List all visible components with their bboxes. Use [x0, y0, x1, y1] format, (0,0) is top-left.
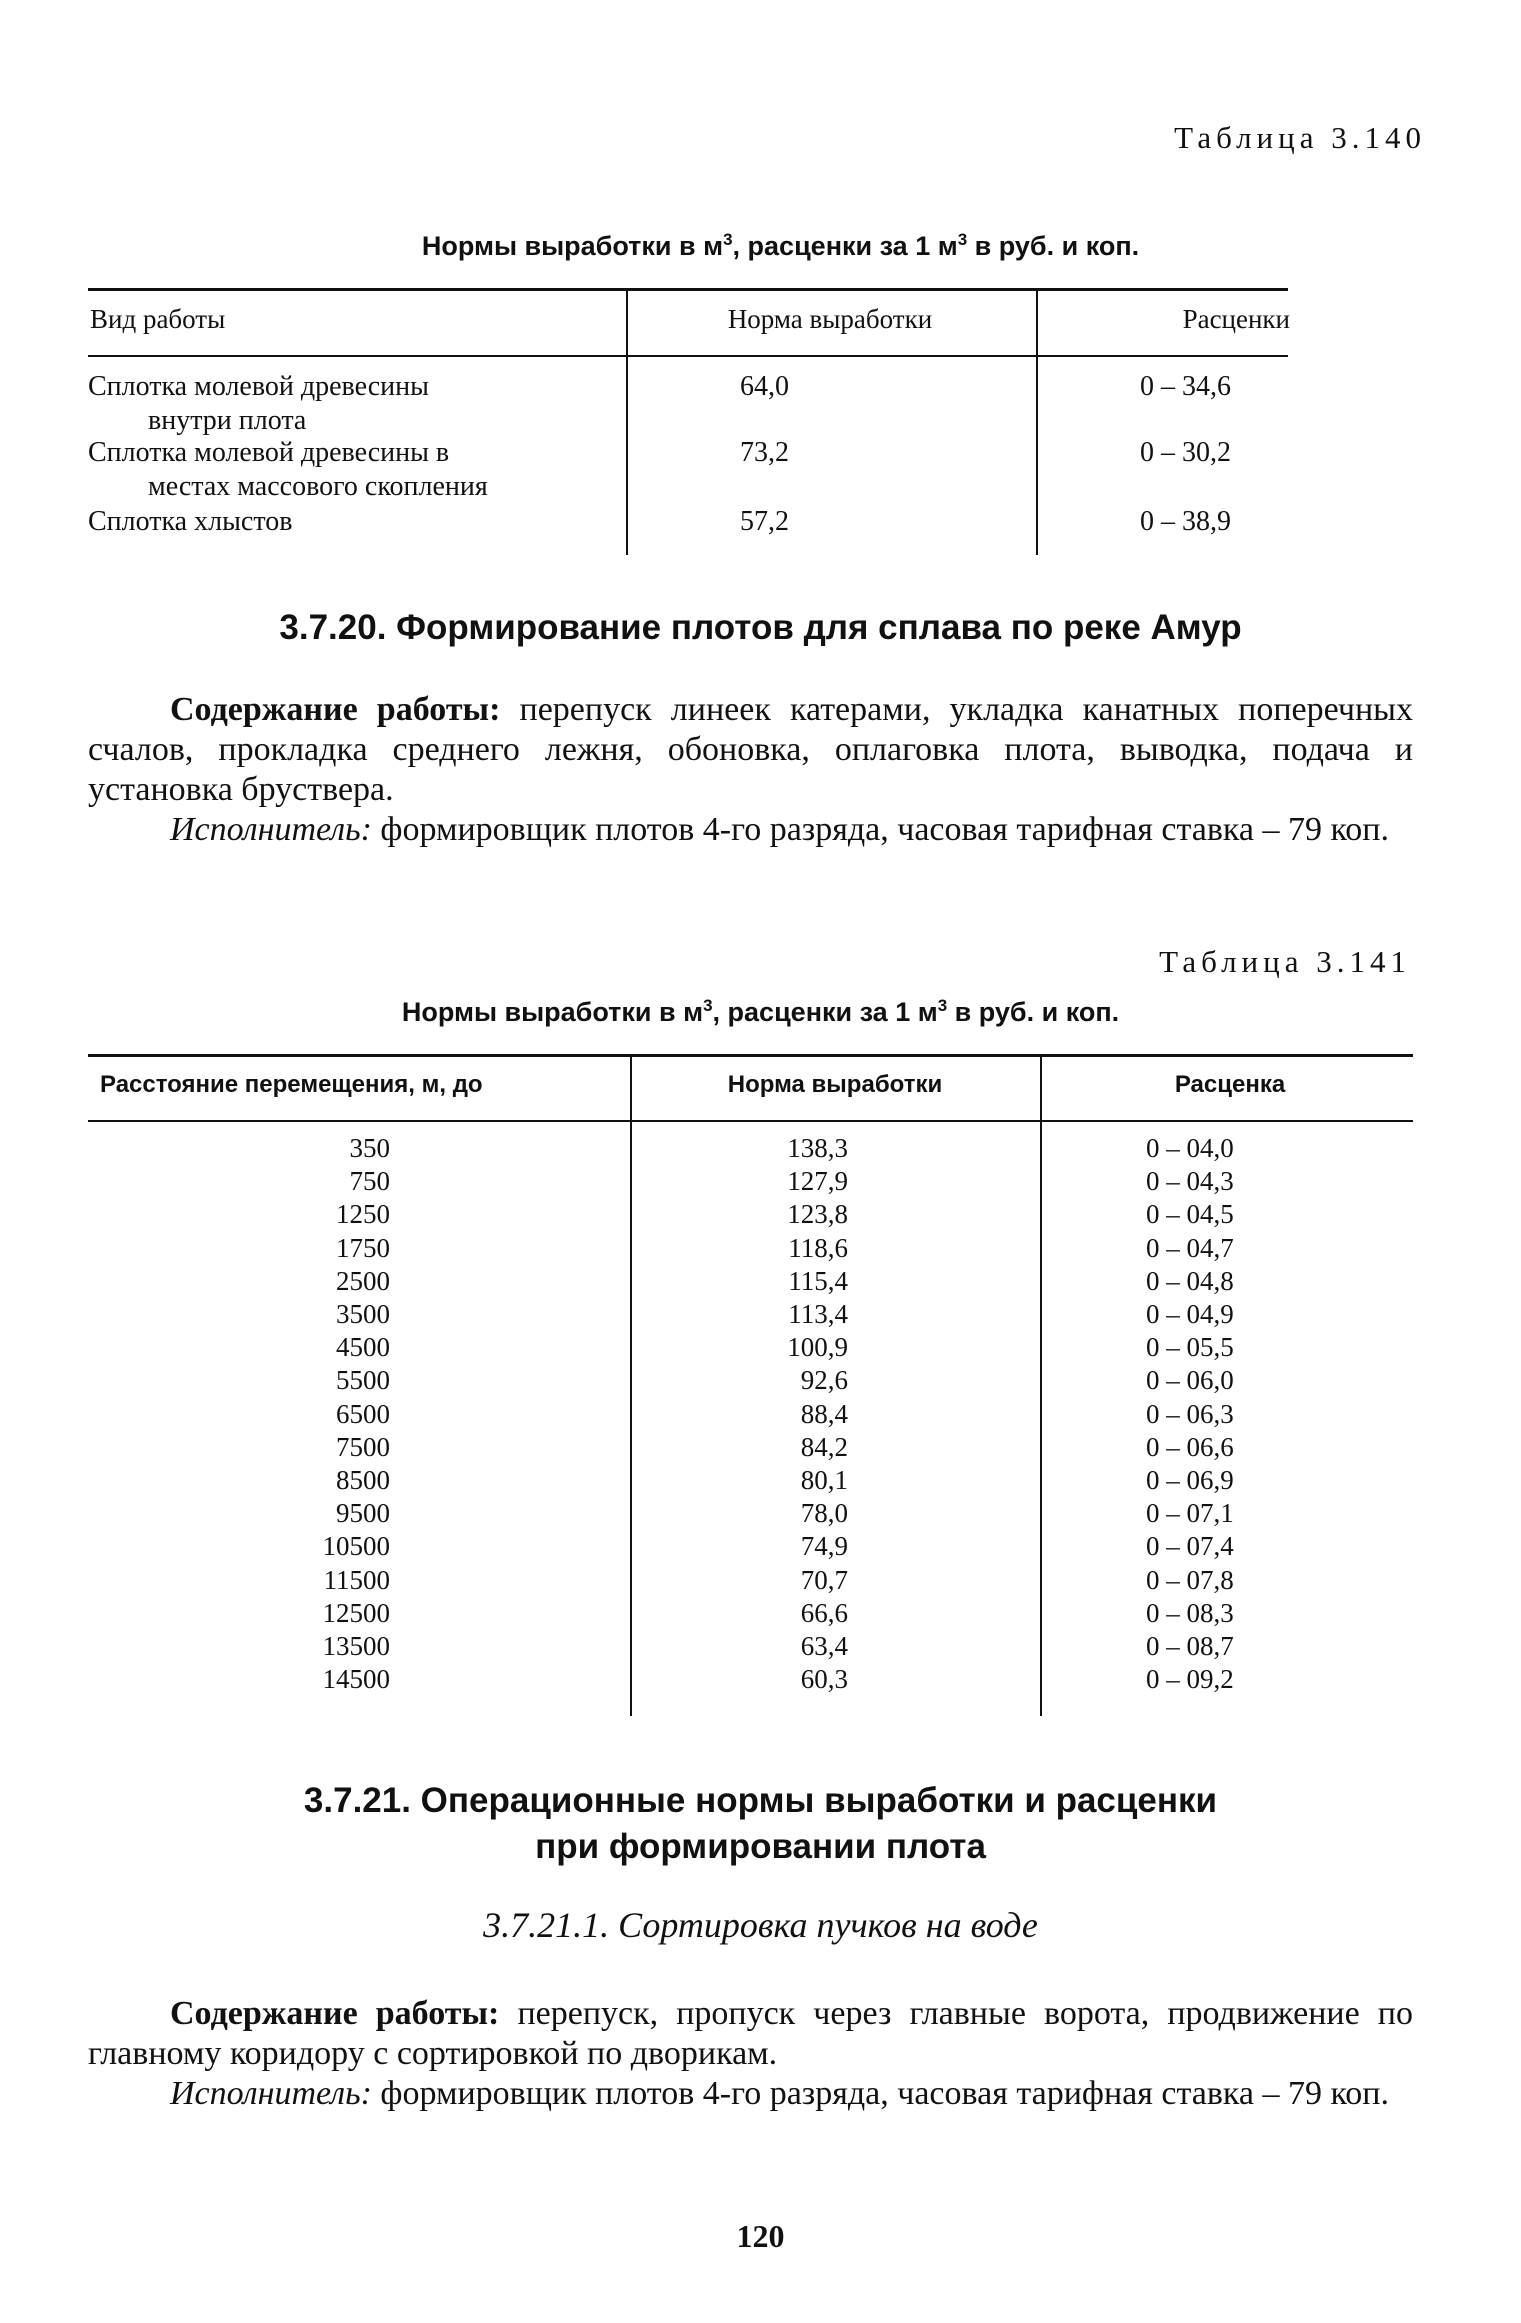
content-label: Содержание работы: [170, 1995, 500, 2032]
caption-middle: , расценки за 1 м [732, 231, 958, 261]
table-141-header-rule [88, 1120, 1413, 1122]
caption-sup: 3 [957, 230, 968, 249]
rate-cell: 0 – 06,3 [1146, 1398, 1234, 1429]
heading-line: при формировании плота [535, 1827, 986, 1866]
rate-cell: 0 – 04,5 [1146, 1199, 1234, 1230]
heading-line: 3.7.21. Операционные нормы выработки и расценки [303, 1781, 1218, 1820]
table-140-header-work: Вид работы [90, 304, 226, 334]
norm-value: 73,2 [740, 437, 789, 468]
rate-cell: 0 – 07,4 [1146, 1531, 1234, 1562]
caption-suffix: в руб. и коп. [967, 231, 1140, 261]
rate-cell: 0 – 04,9 [1146, 1299, 1234, 1330]
table-140-header-norm: Норма выработки [727, 304, 933, 334]
distance-column [290, 1132, 390, 1696]
caption-middle: , расценки за 1 м [712, 997, 938, 1027]
norm-cell: 123,8 [787, 1199, 848, 1230]
distance-cell: 2500 [336, 1265, 390, 1296]
norm-cell: 66,6 [800, 1597, 848, 1628]
table-141-col-divider [630, 1056, 632, 1716]
distance-cell: 4500 [336, 1332, 390, 1363]
table-140-label: Таблица 3.140 [1174, 120, 1426, 155]
section-3-7-20-body [88, 690, 1413, 850]
rate-cell: 0 – 04,8 [1146, 1265, 1234, 1296]
rate-cell: 0 – 04,7 [1146, 1232, 1234, 1263]
section-3-7-21-heading [0, 1778, 1521, 1870]
distance-cell: 6500 [336, 1398, 390, 1429]
table-row [88, 505, 292, 539]
distance-cell: 14500 [322, 1664, 390, 1695]
norm-cell: 80,1 [800, 1465, 848, 1496]
norm-cell: 63,4 [800, 1631, 848, 1662]
work-content-paragraph [88, 690, 1413, 810]
rate-value: 0 – 30,2 [1140, 437, 1231, 468]
distance-cell: 750 [349, 1166, 390, 1197]
norm-cell: 138,3 [787, 1133, 848, 1163]
caption-suffix: в руб. и коп. [947, 997, 1120, 1027]
distance-cell: 11500 [323, 1564, 390, 1595]
work-name-continued: внутри плота [148, 405, 307, 436]
caption-sup: 3 [703, 996, 713, 1015]
table-row [88, 436, 488, 504]
norm-cell: 127,9 [787, 1166, 848, 1197]
table-row [88, 370, 429, 438]
table-141-caption [0, 996, 1521, 1028]
norm-column [740, 1132, 848, 1696]
content-text: перепуск линеек катерами, укладка канатных поперечных счалов, прокладка среднего лежня, обоновка, оплаговка плота, выводка, подача и установка бруствера. [88, 691, 1414, 808]
work-name-continued: местах массового скопления [148, 471, 488, 502]
work-name: Сплотка молевой древесины [88, 371, 429, 402]
rate-cell: 0 – 09,2 [1146, 1664, 1234, 1695]
norm-value: 64,0 [740, 371, 789, 402]
norm-cell: 118,6 [788, 1232, 848, 1263]
distance-cell: 3500 [336, 1299, 390, 1330]
distance-cell: 8500 [336, 1465, 390, 1496]
table-141-label: Таблица 3.141 [1159, 944, 1411, 979]
distance-cell: 1250 [336, 1199, 390, 1230]
distance-cell: 1750 [336, 1232, 390, 1263]
norm-cell: 60,3 [800, 1664, 848, 1695]
distance-cell: 10500 [322, 1531, 390, 1562]
distance-cell: 13500 [322, 1631, 390, 1662]
work-content-paragraph [88, 1994, 1413, 2074]
table-140-col-divider [626, 290, 628, 555]
table-140-header-rule [88, 355, 1288, 357]
table-140-top-rule [88, 288, 1288, 291]
table-141-top-rule [88, 1054, 1413, 1057]
content-text: перепуск, пропуск через главные ворота, продвижение по главному коридору с сортировкой по дворикам. [88, 1995, 1413, 2072]
rate-value: 0 – 34,6 [1140, 371, 1231, 402]
rate-value: 0 – 38,9 [1140, 506, 1231, 537]
executor-text: формировщик плотов 4-го разряда, часовая тарифная ставка – 79 коп. [371, 811, 1389, 848]
rate-cell: 0 – 06,6 [1146, 1431, 1234, 1462]
table-140-caption [0, 230, 1521, 262]
norm-cell: 88,4 [800, 1398, 848, 1429]
executor-paragraph [88, 2074, 1413, 2114]
page-number: 120 [736, 2218, 785, 2254]
rate-cell: 0 – 07,1 [1146, 1498, 1234, 1529]
distance-cell: 7500 [336, 1431, 390, 1462]
distance-cell: 9500 [336, 1498, 390, 1529]
norm-cell: 74,9 [800, 1531, 848, 1562]
work-name: Сплотка хлыстов [88, 506, 293, 537]
norm-cell: 113,4 [788, 1299, 848, 1330]
section-3-7-20-heading: 3.7.20. Формирование плотов для сплава по реке Амур [279, 608, 1242, 647]
table-141-header-rate: Расценка [1174, 1071, 1286, 1098]
norm-cell: 84,2 [800, 1431, 848, 1462]
rate-cell: 0 – 08,3 [1146, 1597, 1234, 1628]
norm-cell: 92,6 [800, 1365, 848, 1396]
rate-cell: 0 – 07,8 [1146, 1564, 1234, 1595]
norm-cell: 100,9 [787, 1332, 848, 1363]
caption-prefix: Нормы выработки в м [421, 231, 724, 261]
executor-label: Исполнитель: [170, 811, 372, 848]
work-name: Сплотка молевой древесины в [88, 437, 450, 468]
table-141-header-norm: Норма выработки [727, 1071, 943, 1098]
caption-prefix: Нормы выработки в м [401, 997, 704, 1027]
executor-paragraph [88, 810, 1413, 850]
norm-cell: 115,4 [788, 1265, 848, 1296]
table-140-col-divider [1036, 290, 1038, 555]
content-label: Содержание работы: [170, 691, 501, 728]
executor-text: формировщик плотов 4-го разряда, часовая тарифная ставка – 79 коп. [371, 2075, 1389, 2112]
rate-cell: 0 – 06,9 [1146, 1465, 1234, 1496]
table-140-header-rate: Расценки [1182, 304, 1290, 334]
distance-cell: 350 [349, 1133, 390, 1163]
caption-sup: 3 [723, 230, 733, 249]
rate-cell: 0 – 04,0 [1146, 1133, 1234, 1163]
rate-cell: 0 – 08,7 [1146, 1631, 1234, 1662]
distance-cell: 12500 [322, 1597, 390, 1628]
norm-value: 57,2 [740, 506, 789, 537]
rate-cell: 0 – 05,5 [1146, 1332, 1234, 1363]
rate-cell: 0 – 06,0 [1146, 1365, 1234, 1396]
table-141-header-distance: Расстояние перемещения, м, до [100, 1071, 483, 1098]
section-3-7-21-body [88, 1994, 1413, 2114]
norm-cell: 78,0 [800, 1498, 848, 1529]
distance-cell: 5500 [336, 1365, 390, 1396]
executor-label: Исполнитель: [170, 2075, 372, 2112]
rate-cell: 0 – 04,3 [1146, 1166, 1234, 1197]
rate-column [1146, 1132, 1306, 1696]
norm-cell: 70,7 [800, 1564, 848, 1595]
table-141-col-divider [1040, 1056, 1042, 1716]
caption-sup: 3 [937, 996, 948, 1015]
subsection-3-7-21-1-heading: 3.7.21.1. Сортировка пучков на воде [483, 1905, 1038, 1945]
